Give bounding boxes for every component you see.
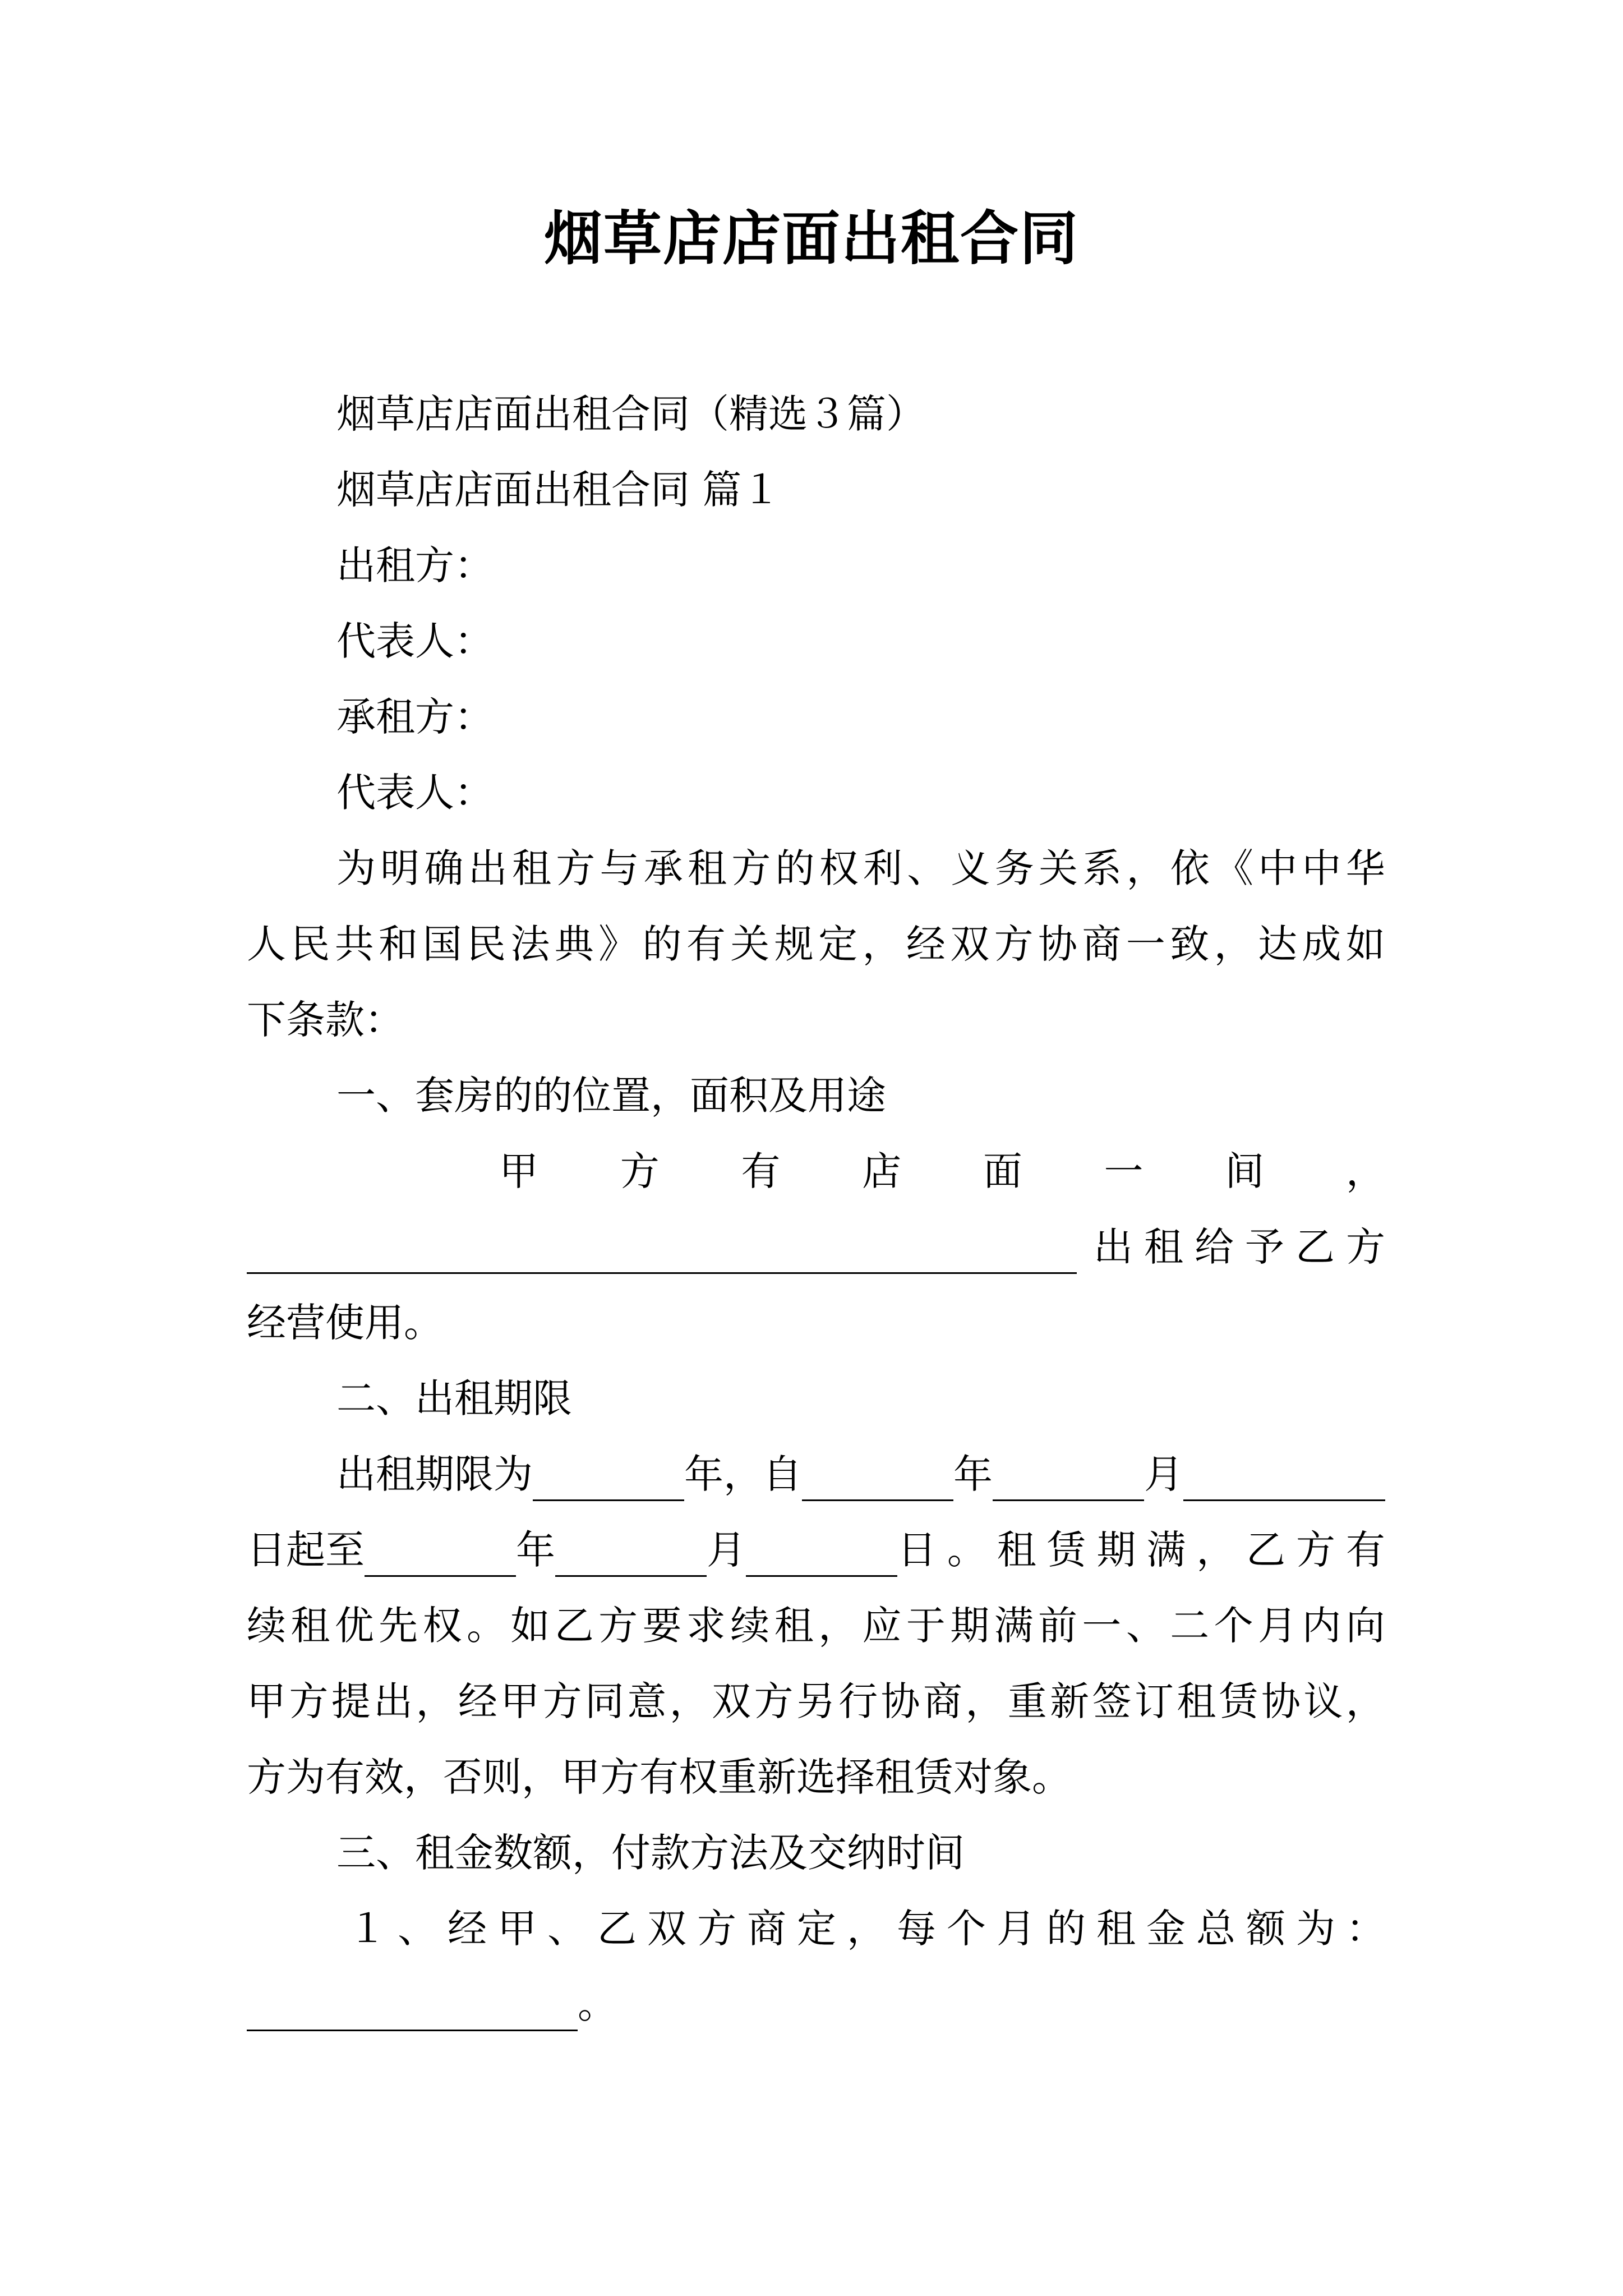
text-char: 致 [1170,921,1210,967]
text-char: 租 [997,1527,1036,1573]
text-char: 协 [880,1678,920,1724]
text-char: 明 [380,845,420,891]
section-2-line-5: 方为有效，否则，甲方有权重新选择租赁对象。 [247,1754,1071,1800]
text-char: 定 [818,921,858,967]
text-char: 重 [1007,1678,1047,1724]
text-char: 。 [947,1527,986,1573]
text-char: 的 [1046,1906,1086,1952]
text-char: ， [847,1906,886,1952]
text-fragment: 月 [1144,1451,1183,1497]
text-char: 双 [712,1678,751,1724]
text-char: 月 [997,1906,1036,1952]
text-fragment: 年 [516,1527,555,1573]
blank-field [1183,1458,1385,1501]
text-char: 租 [774,1603,814,1649]
section-1-line-3: 经营使用。 [247,1300,443,1346]
text-char: ， [1196,1527,1236,1573]
lessor-label: 出租方： [336,542,494,588]
text-char: 先 [379,1603,418,1649]
section-1-line-2-text [1094,1220,1385,1274]
text-char: ， [862,921,902,967]
text-char: 甲 [500,1678,540,1724]
text-char: 二 [1170,1603,1210,1649]
text-char: 人 [247,921,286,967]
text-char: 内 [1302,1603,1341,1649]
text-char: 金 [1146,1906,1186,1952]
text-char: 总 [1196,1906,1235,1952]
text-char: 满 [1146,1527,1186,1573]
text-char: 。 [466,1603,506,1649]
text-char: 定 [797,1906,836,1952]
text-char: 民 [291,921,330,967]
text-char: 方 [542,1678,582,1724]
text-char: 于 [906,1603,946,1649]
lessee-label: 承租方： [336,694,494,740]
text-fragment: 年 [953,1451,993,1497]
text-char: 中 [1302,845,1341,891]
text-char: 意 [627,1678,667,1724]
text-char: 方 [556,845,596,891]
text-char: 议 [1303,1678,1343,1724]
text-char: 、 [398,1906,437,1952]
text-char: 承 [643,845,683,891]
text-char: 给 [1195,1224,1234,1270]
section-2-line-2 [247,1523,1385,1577]
text-char: 甲 [497,1906,537,1952]
text-char: 向 [1345,1603,1385,1649]
blank-field [802,1458,953,1501]
section-1-line-2 [247,1220,1385,1274]
document-subtitle: 烟草店店面出租合同（精选３篇） [336,391,925,437]
section-3-line-1 [348,1902,1385,1955]
document-title: 烟草店店面出租合同 [543,204,1079,273]
section-1-line-1 [499,1144,1385,1198]
text-char: 权 [422,1603,462,1649]
text-char: 协 [1038,921,1078,967]
text-char: 如 [1345,921,1385,967]
text-char: 有 [1345,1527,1385,1573]
text-char: 务 [994,845,1034,891]
text-char: 、 [1126,1603,1165,1649]
text-char: 店 [862,1148,902,1194]
text-char: 赁 [1219,1678,1258,1724]
text-char: 租 [291,1603,330,1649]
text-char: 商 [747,1906,786,1952]
text-char: 另 [796,1678,836,1724]
text-char: 方 [598,1603,638,1649]
text-char: 方 [754,1678,794,1724]
text-char: 乙 [1295,1224,1335,1270]
text-fragment: 年，自 [684,1451,802,1497]
text-char: 经 [906,921,946,967]
text-char: 》 [598,921,638,967]
text-char: ， [1214,921,1253,967]
text-fragment: 日起至 [247,1527,365,1573]
blank-field [555,1534,707,1577]
lessee-representative-label: 代表人： [336,770,494,816]
text-char: 租 [688,845,727,891]
text-char: 协 [1261,1678,1301,1724]
text-char: 方 [731,845,771,891]
text-char: 方 [1296,1527,1335,1573]
text-char: 面 [983,1148,1022,1194]
section-3-line-2 [247,1977,1385,2031]
text-char: 关 [730,921,770,967]
text-char: 额 [1246,1906,1285,1952]
text-char: 行 [838,1678,878,1724]
text-char: 出 [468,845,508,891]
text-char: 前 [1038,1603,1078,1649]
text-char: 权 [819,845,859,891]
text-fragment: 出租期限为 [336,1451,533,1497]
text-char: ， [965,1678,1005,1724]
text-char: 系 [1082,845,1122,891]
text-char: 满 [994,1603,1034,1649]
text-char: 有 [741,1148,781,1194]
text-char: 求 [686,1603,726,1649]
text-char: 期 [1096,1527,1136,1573]
text-char: 达 [1257,921,1297,967]
text-char: 租 [1177,1678,1216,1724]
text-char: 确 [424,845,464,891]
lessor-representative-label: 代表人： [336,618,494,664]
text-char: 要 [642,1603,682,1649]
text-char: 甲 [499,1148,538,1194]
intro-line-1 [336,841,1385,895]
text-char: 方 [697,1906,736,1952]
text-char: 华 [1345,845,1385,891]
text-fragment [897,1523,1385,1577]
text-char: 方 [620,1148,660,1194]
text-char: 依 [1170,845,1210,891]
text-char: ， [669,1678,709,1724]
text-char: 经 [448,1906,487,1952]
text-char: 续 [247,1603,286,1649]
text-char: 如 [510,1603,550,1649]
text-char: ： [1346,1906,1385,1952]
text-char: 订 [1134,1678,1174,1724]
text-char: 间 [1225,1148,1265,1194]
text-char: 法 [510,921,550,967]
text-char: 乙 [1246,1527,1286,1573]
text-char: 租 [1144,1224,1183,1270]
text-char: 个 [1214,1603,1253,1649]
text-char: 期 [950,1603,990,1649]
text-char: 商 [1082,921,1122,967]
blank-field [533,1458,684,1501]
text-char: 签 [1092,1678,1132,1724]
blank-field [993,1458,1144,1501]
text-char: 同 [585,1678,624,1724]
text-char: 个 [947,1906,986,1952]
text-char: 利 [863,845,902,891]
text-char: 租 [512,845,551,891]
text-char: 方 [994,921,1034,967]
intro-line-2 [247,917,1385,971]
section-2-line-3 [247,1599,1385,1653]
text-char: 予 [1245,1224,1284,1270]
section-3-heading: 三、租金数额，付款方法及交纳时间 [336,1830,965,1876]
text-char: 双 [950,921,990,967]
blank-field [365,1534,516,1577]
text-char: 新 [1050,1678,1090,1724]
text-char: 优 [334,1603,374,1649]
text-char: 成 [1302,921,1341,967]
intro-line-3: 下条款： [247,997,404,1043]
blank-field [247,1231,1077,1274]
text-char: 和 [379,921,418,967]
text-char: 、 [547,1906,587,1952]
text-char: 日 [897,1527,937,1573]
text-char: 民 [466,921,506,967]
text-char: 双 [647,1906,686,1952]
text-char: 应 [862,1603,902,1649]
text-char: 与 [600,845,639,891]
text-fragment: 。 [578,1981,617,2027]
text-char: 一 [1126,921,1165,967]
section-2-line-4 [247,1674,1385,1728]
text-char: ， [1345,1678,1385,1724]
text-char: 一 [1082,1603,1122,1649]
text-char: 《 [1214,845,1253,891]
text-char: 中 [1258,845,1298,891]
text-char: 为 [1296,1906,1335,1952]
part-heading: 烟草店店面出租合同 篇１ [336,467,781,513]
text-char: 方 [1346,1224,1385,1270]
text-fragment: 月 [707,1527,746,1573]
section-2-heading: 二、出租期限 [336,1375,572,1421]
text-char: 的 [642,921,682,967]
text-char: 有 [686,921,726,967]
text-char: 义 [951,845,990,891]
text-char: 乙 [554,1603,594,1649]
blank-field [746,1534,897,1577]
section-2-line-1 [336,1447,1385,1501]
text-char: 乙 [597,1906,637,1952]
text-char: 规 [774,921,814,967]
text-char: 续 [730,1603,770,1649]
text-char: 关 [1039,845,1078,891]
section-1-heading: 一、套房的的位置，面积及用途 [336,1073,886,1119]
text-char: 甲 [247,1678,286,1724]
text-char: ， [1126,845,1166,891]
blank-field [247,1988,578,2031]
text-char: 典 [554,921,594,967]
text-char: 每 [897,1906,936,1952]
text-char: １ [348,1906,387,1952]
text-char: 提 [331,1678,371,1724]
text-char: 、 [907,845,947,891]
text-char: 出 [374,1678,413,1724]
text-char: 的 [775,845,815,891]
text-char: 租 [1096,1906,1136,1952]
text-char: 月 [1257,1603,1297,1649]
text-char: 方 [289,1678,329,1724]
text-char: 商 [923,1678,962,1724]
text-char: ， [1345,1148,1385,1194]
text-char: 出 [1094,1224,1133,1270]
text-char: ， [416,1678,455,1724]
text-char: 赁 [1046,1527,1086,1573]
text-char: 经 [458,1678,497,1724]
text-char: 一 [1104,1148,1144,1194]
text-char: ， [818,1603,858,1649]
text-char: 共 [334,921,374,967]
text-char: 为 [336,845,376,891]
text-char: 国 [422,921,462,967]
